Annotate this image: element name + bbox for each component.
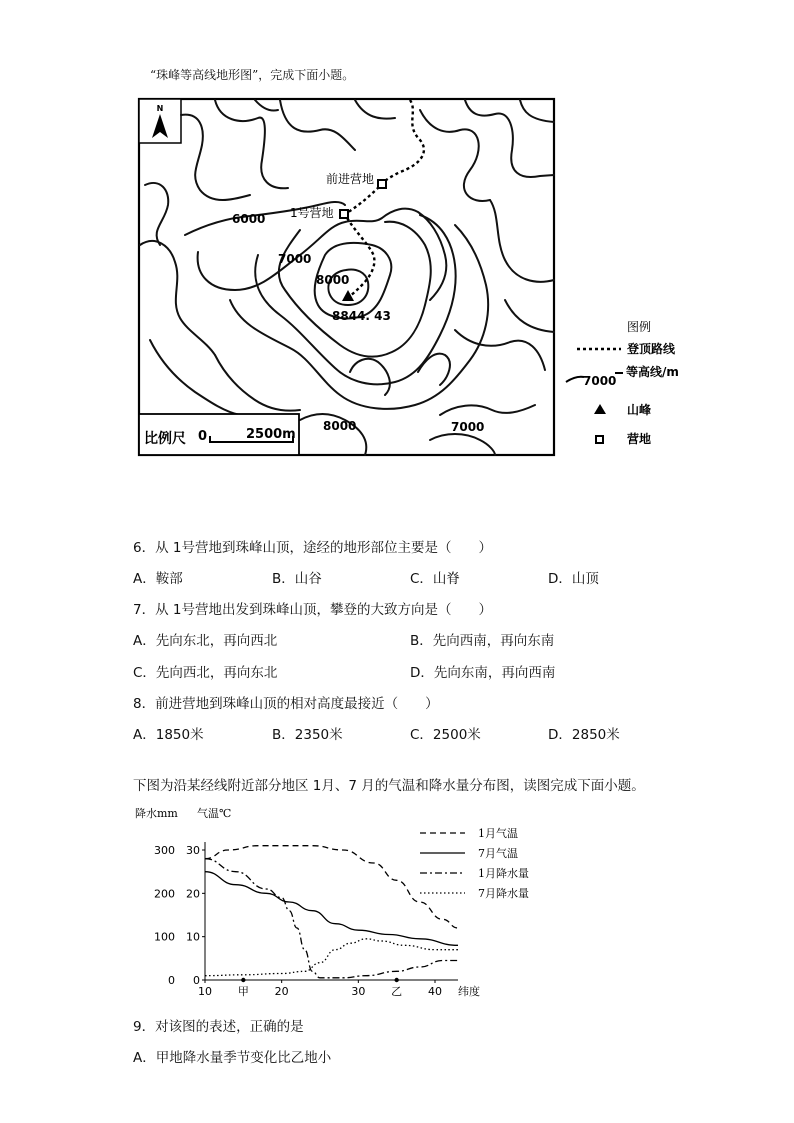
y-tick-label-precip: 200 xyxy=(154,887,175,901)
climate-chart xyxy=(120,800,560,1005)
x-tick-label: 30 xyxy=(351,985,366,998)
scale-zero: 0 xyxy=(198,429,208,444)
series-line-4 xyxy=(205,939,458,976)
legend-label-3: 1月降水量 xyxy=(478,867,529,880)
q6-option-d[interactable]: D．山顶 xyxy=(548,571,599,587)
intro-text: “珠峰等高线地形图”，完成下面小题。 xyxy=(150,68,355,82)
q6-option-a[interactable]: A．鞍部 xyxy=(133,571,183,587)
y-tick-label-precip: 100 xyxy=(154,930,175,944)
y-tick-label-precip: 0 xyxy=(168,974,175,987)
legend-contour: 等高线/m xyxy=(626,365,679,379)
legend-peak: 山峰 xyxy=(627,403,652,417)
label-advance-camp: 前进营地 xyxy=(326,172,375,186)
x-marker-dot xyxy=(241,978,245,982)
q8-option-c[interactable]: C．2500米 xyxy=(410,727,481,743)
q8-option-b[interactable]: B．2350米 xyxy=(272,727,343,743)
contour-map xyxy=(0,0,794,470)
chart-ylabel-left: 降水mm xyxy=(135,807,178,820)
question-6: 6．从 1号营地到珠峰山顶，途经的地形部位主要是（ ） xyxy=(133,540,492,556)
label-6000: 6000 xyxy=(232,212,266,226)
legend-contour-tick xyxy=(566,377,584,382)
q8-option-d[interactable]: D．2850米 xyxy=(548,727,620,743)
x-tick-label: 20 xyxy=(274,985,289,998)
peak-icon xyxy=(342,290,354,301)
x-tick-label: 40 xyxy=(428,985,442,998)
question-7: 7．从 1号营地出发到珠峰山顶，攀登的大致方向是（ ） xyxy=(133,602,492,618)
advance-camp-icon xyxy=(378,180,386,188)
north-letter: N xyxy=(156,104,164,113)
x-marker-label: 乙 xyxy=(391,985,403,998)
q7-option-b[interactable]: B．先向西南，再向东南 xyxy=(410,633,555,649)
legend-route: 登顶路线 xyxy=(627,342,676,356)
series-line-2 xyxy=(205,872,458,946)
scale-label: 比例尺 xyxy=(144,431,186,447)
y-tick-label-temp: 0 xyxy=(193,974,200,987)
summit-route xyxy=(345,100,424,296)
y-tick-label-temp: 30 xyxy=(186,844,200,857)
series-line-1 xyxy=(205,846,458,928)
x-marker-label: 甲 xyxy=(237,985,249,998)
legend-contour-value: 7000 xyxy=(583,374,617,388)
legend-label-1: 1月气温 xyxy=(478,827,518,840)
legend-title: 图例 xyxy=(627,320,652,334)
q9-option-a[interactable]: A．甲地降水量季节变化比乙地小 xyxy=(133,1050,332,1066)
label-camp1: 1号营地 xyxy=(290,206,334,220)
y-tick-label-temp: 10 xyxy=(186,930,200,944)
camp1-icon xyxy=(340,210,348,218)
x-marker-dot xyxy=(394,978,398,982)
label-7000-b: 7000 xyxy=(451,420,485,434)
legend-camp: 营地 xyxy=(627,432,652,446)
y-tick-label-temp: 20 xyxy=(186,887,200,901)
label-8000-b: 8000 xyxy=(323,419,357,433)
scale-distance: 2500m xyxy=(246,427,296,442)
label-summit-elevation: 8844. 43 xyxy=(332,309,391,323)
question-8: 8．前进营地到珠峰山顶的相对高度最接近（ ） xyxy=(133,696,439,712)
label-7000-a: 7000 xyxy=(278,252,312,266)
q6-option-b[interactable]: B．山谷 xyxy=(272,571,322,587)
q7-option-a[interactable]: A．先向东北，再向西北 xyxy=(133,633,278,649)
question-9: 9．对该图的表述，正确的是 xyxy=(133,1019,304,1035)
legend-peak-icon xyxy=(594,404,606,414)
q8-option-a[interactable]: A．1850米 xyxy=(133,727,204,743)
legend-label-4: 7月降水量 xyxy=(478,887,529,900)
chart-intro: 下图为沿某经线附近部分地区 1月、7 月的气温和降水量分布图，读图完成下面小题。 xyxy=(133,778,645,794)
label-8000-a: 8000 xyxy=(316,273,350,287)
chart-ylabel-right: 气温℃ xyxy=(197,807,232,820)
series-line-3 xyxy=(205,859,458,978)
chart-xlabel: 纬度 xyxy=(458,985,480,998)
y-tick-label-precip: 300 xyxy=(154,844,175,857)
legend-label-2: 7月气温 xyxy=(478,847,518,860)
q7-option-d[interactable]: D．先向东南，再向西南 xyxy=(410,665,556,681)
q6-option-c[interactable]: C．山脊 xyxy=(410,571,460,587)
legend-camp-icon xyxy=(596,436,603,443)
q7-option-c[interactable]: C．先向西北，再向东北 xyxy=(133,665,278,681)
x-tick-label: 10 xyxy=(198,985,212,998)
